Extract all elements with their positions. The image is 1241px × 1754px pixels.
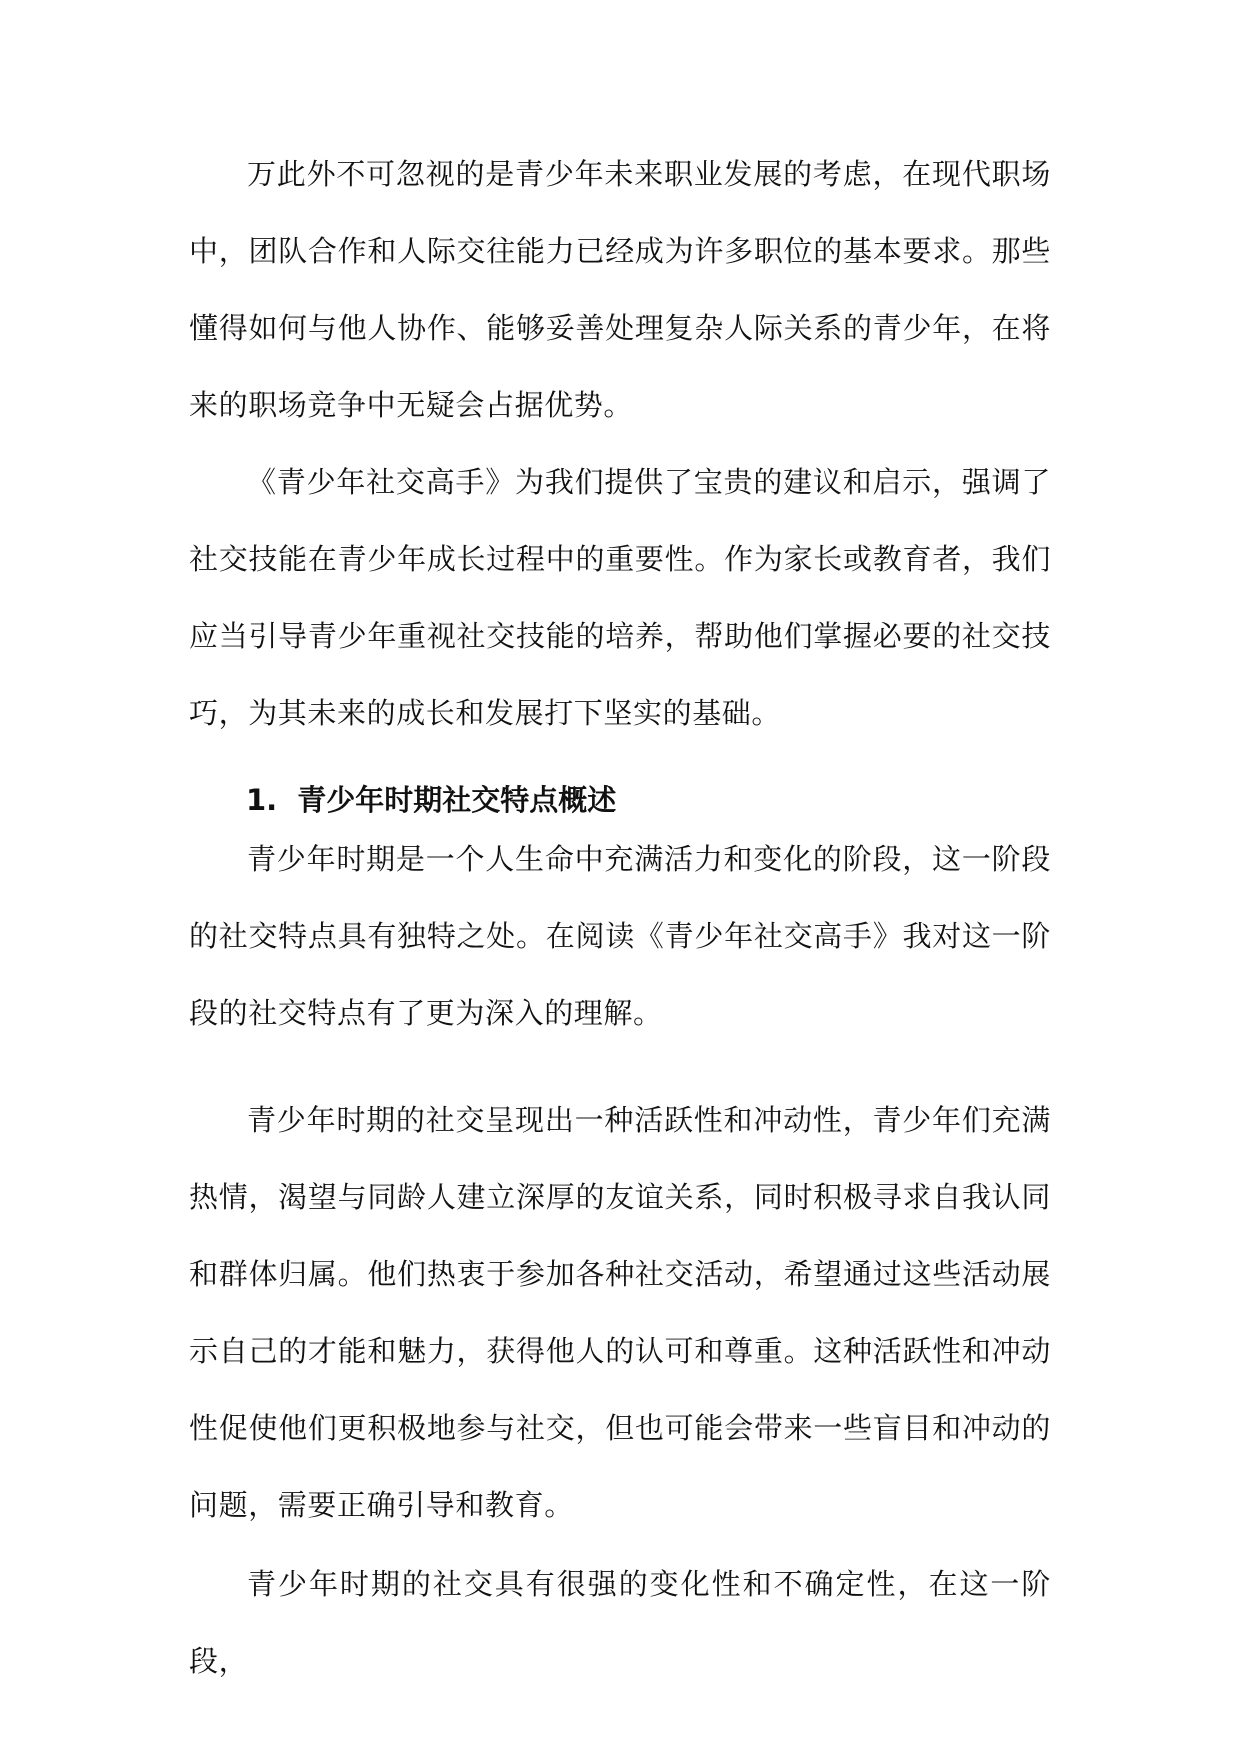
section-heading [246, 780, 616, 820]
paragraph-activity-impulsiveness: 青少年时期的社交呈现出一种活跃性和冲动性，青少年们充满热情，渴望与同龄人建立深厚的友谊关系，同时积极寻求自我认同和群体归属。他们热衷于参加各种社交活动，希望通过这些活动展示自己的才能和魅力，获得他人的认可和尊重。这种活跃性和冲动性促使他们更积极地参与社交，但也可能会带来一些盲目和冲动的问题，需要正确引导和教育。 [189, 1103, 1051, 1522]
paragraph-book-insights: 《青少年社交高手》为我们提供了宝贵的建议和启示，强调了社交技能在青少年成长过程中的重要性。作为家长或教育者，我们应当引导青少年重视社交技能的培养，帮助他们掌握必要的社交技巧，为其未来的成长和发展打下坚实的基础。 [189, 465, 1051, 730]
paragraph-adolescent-social-traits: 青少年时期是一个人生命中充满活力和变化的阶段，这一阶段的社交特点具有独特之处。在阅读《青少年社交高手》我对这一阶段的社交特点有了更为深入的理解。 [189, 842, 1051, 1030]
paragraph-variability: 青少年时期的社交具有很强的变化性和不确定性，在这一阶段， [189, 1567, 1051, 1678]
paragraph-career-development: 万此外不可忽视的是青少年未来职业发展的考虑，在现代职场中，团队合作和人际交往能力已经成为许多职位的基本要求。那些懂得如何与他人协作、能够妥善处理复杂人际关系的青少年，在将来的职场竞争中无疑会占据优势。 [189, 157, 1051, 422]
section-title: 青少年时期社交特点概述 [297, 783, 617, 817]
section-number: 1. [246, 783, 278, 817]
